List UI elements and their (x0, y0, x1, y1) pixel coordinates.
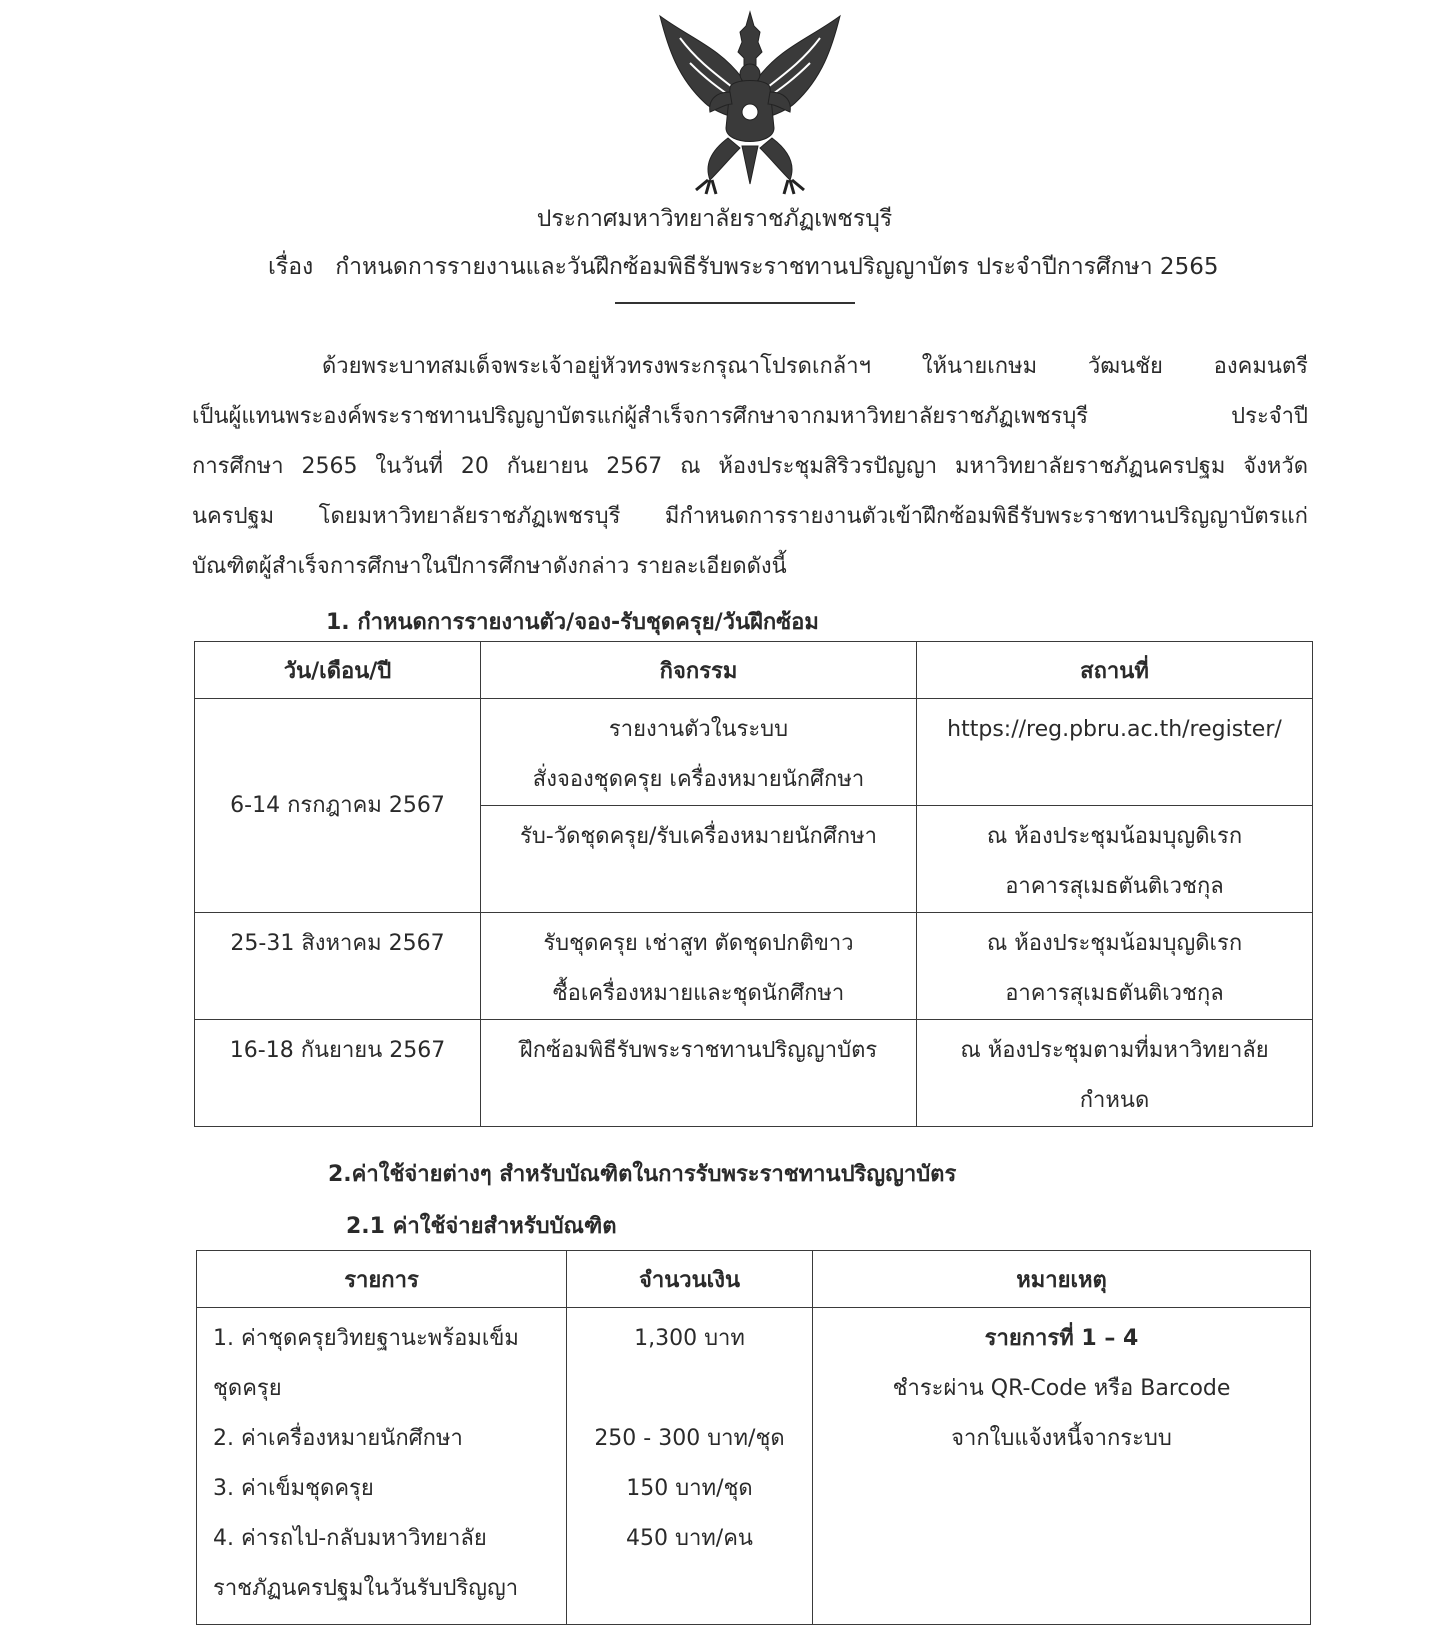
activity-cell (481, 913, 917, 1020)
place-line: กำหนด (1079, 1088, 1150, 1113)
subject-label: เรื่อง (268, 254, 314, 280)
expense-amount: 1,300 บาท (634, 1326, 745, 1351)
place-cell (917, 699, 1313, 806)
place-line: ณ ห้องประชุมน้อมบุญดิเรก (986, 931, 1243, 956)
activity-line: ฝึกซ้อมพิธีรับพระราชทานปริญญาบัตร (519, 1038, 878, 1063)
date-text: 6-14 กรกฎาคม 2567 (230, 792, 445, 818)
intro-line: การศึกษา 2565 ในวันที่ 20 กันยายน 2567 ณ ห้องประชุมสิริวรปัญญา มหาวิทยาลัยราชภัฏนครปฐม จังหวัด (192, 454, 1308, 479)
place-cell (917, 1020, 1313, 1127)
garuda-emblem-icon (650, 8, 850, 198)
activity-line: รับ-วัดชุดครุย/รับเครื่องหมายนักศึกษา (520, 824, 877, 849)
amount-spacer (567, 1364, 812, 1414)
announcement-subject (268, 252, 1218, 282)
register-link[interactable]: https://reg.pbru.ac.th/register/ (947, 717, 1282, 742)
date-cell (195, 1020, 481, 1127)
table-header-row (195, 642, 1313, 699)
note-line: ชำระผ่าน QR-Code หรือ Barcode (892, 1376, 1231, 1401)
place-line: ณ ห้องประชุมตามที่มหาวิทยาลัย (960, 1038, 1269, 1063)
section2-heading: 2.ค่าใช้จ่ายต่างๆ สำหรับบัณฑิตในการรับพระราชทานปริญญาบัตร (328, 1162, 957, 1187)
place-cell (917, 806, 1313, 913)
activity-line: รายงานตัวในระบบ (608, 717, 789, 742)
column-header: รายการ (197, 1251, 567, 1308)
activity-line: ซื้อเครื่องหมายและชุดนักศึกษา (552, 981, 845, 1006)
announcement-title: ประกาศมหาวิทยาลัยราชภัฏเพชรบุรี (536, 206, 893, 232)
date-text: 16-18 กันยายน 2567 (229, 1038, 446, 1063)
expense-item: 3. ค่าเข็มชุดครุย (213, 1476, 374, 1501)
table-row (195, 913, 1313, 1020)
date-cell (195, 699, 481, 913)
schedule-table (194, 641, 1313, 1127)
expense-item: ชุดครุย (213, 1376, 282, 1401)
expense-item: ราชภัฏนครปฐมในวันรับปริญญา (213, 1576, 519, 1601)
table-header-row (197, 1251, 1311, 1308)
title-underline (615, 302, 855, 304)
intro-line: เป็นผู้แทนพระองค์พระราชทานปริญญาบัตรแก่ผู้สำเร็จการศึกษาจากมหาวิทยาลัยราชภัฏเพชรบุรี ประจำปี (192, 404, 1308, 429)
intro-paragraph (192, 350, 1308, 600)
expense-amount: 450 บาท/คน (626, 1526, 753, 1551)
table-row (195, 699, 1313, 806)
section2-1-heading: 2.1 ค่าใช้จ่ายสำหรับบัณฑิต (346, 1214, 617, 1239)
date-cell (195, 913, 481, 1020)
activity-cell (481, 806, 917, 913)
expense-item: 4. ค่ารถไป-กลับมหาวิทยาลัย (213, 1526, 487, 1551)
activity-line: รับชุดครุย เช่าสูท ตัดชุดปกติขาว (543, 931, 854, 956)
activity-cell (481, 1020, 917, 1127)
place-line: อาคารสุเมธตันติเวชกุล (1005, 981, 1224, 1006)
place-line: อาคารสุเมธตันติเวชกุล (1005, 874, 1224, 899)
section1-heading: 1. กำหนดการรายงานตัว/จอง-รับชุดครุย/วันฝึกซ้อม (326, 610, 819, 635)
column-header: หมายเหตุ (813, 1251, 1311, 1308)
expense-item: 1. ค่าชุดครุยวิทยฐานะพร้อมเข็ม (213, 1326, 519, 1351)
subject-text: กำหนดการรายงานและวันฝึกซ้อมพิธีรับพระราชทานปริญญาบัตร ประจำปีการศึกษา 2565 (335, 254, 1219, 280)
activity-cell (481, 699, 917, 806)
table-row (197, 1308, 1311, 1625)
activity-line: สั่งจองชุดครุย เครื่องหมายนักศึกษา (532, 767, 865, 792)
expense-amount: 150 บาท/ชุด (626, 1476, 753, 1501)
column-header: จำนวนเงิน (567, 1251, 813, 1308)
expense-item: 2. ค่าเครื่องหมายนักศึกษา (213, 1426, 463, 1451)
expense-amount: 250 - 300 บาท/ชุด (594, 1426, 785, 1451)
note-cell (813, 1308, 1311, 1625)
table-row (195, 1020, 1313, 1127)
place-cell (917, 913, 1313, 1020)
amounts-cell (567, 1308, 813, 1625)
items-cell (197, 1308, 567, 1625)
intro-line: นครปฐม โดยมหาวิทยาลัยราชภัฏเพชรบุรี มีกำหนดการรายงานตัวเข้าฝึกซ้อมพิธีรับพระราชทานปริญญาบัตรแก่ (192, 504, 1308, 529)
date-text: 25-31 สิงหาคม 2567 (230, 931, 445, 956)
place-line: ณ ห้องประชุมน้อมบุญดิเรก (986, 824, 1243, 849)
intro-line: บัณฑิตผู้สำเร็จการศึกษาในปีการศึกษาดังกล่าว รายละเอียดดังนี้ (192, 554, 787, 579)
expense-table (196, 1250, 1311, 1625)
column-header: กิจกรรม (481, 642, 917, 699)
note-title: รายการที่ 1 – 4 (984, 1326, 1139, 1351)
note-line: จากใบแจ้งหนี้จากระบบ (951, 1426, 1172, 1451)
intro-line: ด้วยพระบาทสมเด็จพระเจ้าอยู่หัวทรงพระกรุณาโปรดเกล้าฯ ให้นายเกษม วัฒนชัย องคมนตรี (322, 354, 1308, 379)
column-header: วัน/เดือน/ปี (195, 642, 481, 699)
column-header: สถานที่ (917, 642, 1313, 699)
